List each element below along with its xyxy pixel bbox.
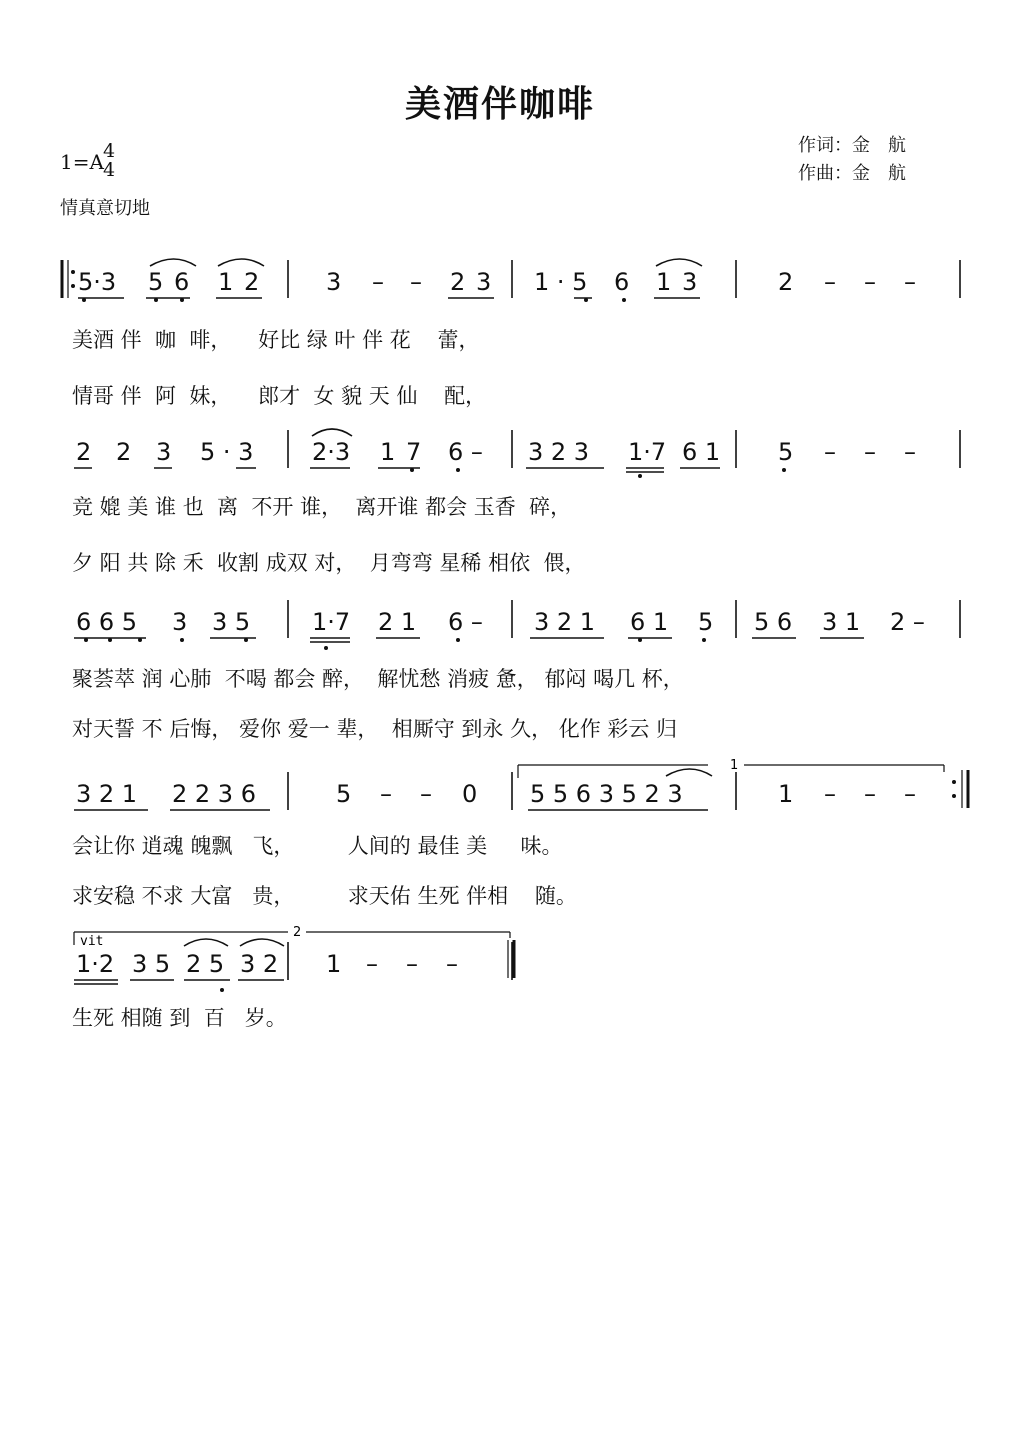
note-row1-11: 1 · 5 <box>534 268 588 296</box>
note-row4-3: 5 <box>336 780 352 808</box>
volta-2-label: 2 <box>293 925 302 940</box>
note-row4-6: 0 <box>462 780 478 808</box>
lyric-line-4a: 会让你 逍魂 魄飘 飞， 人间的 最佳 美 味。 <box>72 834 563 858</box>
note-row1-3: 6 <box>174 268 190 296</box>
note-row1-9: 2 <box>450 268 466 296</box>
note-row1-14: 3 <box>682 268 698 296</box>
repeat-end-dot-top <box>952 780 956 784</box>
note-row1-17: – <box>864 268 876 296</box>
low-dot-5 <box>584 298 588 302</box>
lyric-line-1b: 情哥 伴 阿 妹， 郎才 女 貌 天 仙 配， <box>72 384 487 408</box>
slur-5 <box>666 769 712 776</box>
note-row1-1: 5·3 <box>78 268 117 296</box>
low-dot-4 <box>622 298 626 302</box>
note-row3-6: 6 – <box>448 608 483 636</box>
note-row3-1: 6 6 5 <box>76 608 138 636</box>
slur-7 <box>240 939 284 946</box>
low-dot-11 <box>108 638 112 642</box>
note-row2-2: 2 <box>116 438 132 466</box>
slur-4 <box>312 429 352 436</box>
lyric-line-2a: 竞 媲 美 谁 也 离 不开 谁， 离开谁 都会 玉香 碎， <box>72 495 572 519</box>
note-row4-1: 3 2 1 <box>76 780 138 808</box>
low-dot-18 <box>702 638 706 642</box>
low-dot-19 <box>220 988 224 992</box>
low-dot-1 <box>82 298 86 302</box>
lyric-line-3a: 聚荟萃 润 心肺 不喝 都会 醉， 解忧愁 消疲 惫， 郁闷 喝几 杯， <box>72 667 684 691</box>
key-signature: 1=A <box>60 150 104 174</box>
note-row2-1: 2 <box>76 438 92 466</box>
composer: 作曲：金 航 <box>798 163 906 184</box>
note-row2-10: 1·7 <box>628 438 667 466</box>
note-row2-12: 5 <box>778 438 794 466</box>
note-row1-10: 3 <box>476 268 492 296</box>
volta-1-label: 1 <box>730 758 739 773</box>
note-row4-5: – <box>420 780 432 808</box>
note-row2-14: – <box>864 438 876 466</box>
note-row3-7: 3 2 1 <box>534 608 596 636</box>
note-row3-12: 2 – <box>890 608 925 636</box>
repeat-dot-bottom <box>71 284 75 288</box>
note-row4-11: – <box>904 780 916 808</box>
note-row3-3: 3 5 <box>212 608 251 636</box>
lyric-line-1a: 美酒 伴 咖 啡， 好比 绿 叶 伴 花 蕾， <box>72 328 480 352</box>
repeat-end-dot-bottom <box>952 794 956 798</box>
note-row1-5: 2 <box>244 268 260 296</box>
note-row5-1: 1·2 <box>76 950 115 978</box>
low-dot-16 <box>456 638 460 642</box>
note-row1-16: – <box>824 268 836 296</box>
lyric-line-2b: 夕 阳 共 除 禾 收割 成双 对， 月弯弯 星稀 相依 偎， <box>72 551 586 575</box>
note-row3-9: 5 <box>698 608 714 636</box>
slur-1 <box>150 259 196 266</box>
note-row4-9: – <box>824 780 836 808</box>
note-row2-8: 6 – <box>448 438 483 466</box>
note-row5-8: – <box>446 950 458 978</box>
note-row3-8: 6 1 <box>630 608 669 636</box>
low-dot-8 <box>782 468 786 472</box>
low-dot-13 <box>180 638 184 642</box>
low-dot-14 <box>244 638 248 642</box>
low-dot-3 <box>180 298 184 302</box>
note-row2-4: 5 · 3 <box>200 438 254 466</box>
vit-marking: vit <box>80 934 104 949</box>
repeat-dot-top <box>71 270 75 274</box>
note-row4-4: – <box>380 780 392 808</box>
note-row2-6: 1 <box>380 438 396 466</box>
note-row2-15: – <box>904 438 916 466</box>
note-row1-18: – <box>904 268 916 296</box>
slur-2 <box>218 259 264 266</box>
low-dot-15 <box>324 646 328 650</box>
note-row1-2: 5 <box>148 268 164 296</box>
low-dot-17 <box>638 638 642 642</box>
note-row3-11: 3 1 <box>822 608 861 636</box>
note-row5-2: 3 5 <box>132 950 171 978</box>
note-row3-10: 5 6 <box>754 608 793 636</box>
note-row4-2: 2 2 3 6 <box>172 780 256 808</box>
low-dot-10 <box>84 638 88 642</box>
slur-3 <box>656 259 702 266</box>
tempo-marking: 情真意切地 <box>60 198 150 219</box>
note-row4-7: 5 5 6 3 5 2 3 <box>530 780 683 808</box>
note-row1-8: – <box>410 268 422 296</box>
song-title: 美酒伴咖啡 <box>404 84 595 125</box>
note-row4-8: 1 <box>778 780 794 808</box>
note-row5-4: 3 2 <box>240 950 279 978</box>
note-row2-5: 2·3 <box>312 438 351 466</box>
note-row1-12: 6 <box>614 268 630 296</box>
note-row5-5: 1 <box>326 950 342 978</box>
lyric-line-3b: 对天誓 不 后悔， 爱你 爱一 辈， 相厮守 到永 久， 化作 彩云 归 <box>72 717 678 741</box>
low-dot-6 <box>456 468 460 472</box>
note-row1-6: 3 <box>326 268 342 296</box>
lyricist: 作词：金 航 <box>798 135 906 156</box>
note-row4-10: – <box>864 780 876 808</box>
slur-6 <box>184 939 228 946</box>
low-dot-9 <box>638 474 642 478</box>
time-top: 4 <box>102 140 116 162</box>
note-row1-15: 2 <box>778 268 794 296</box>
note-row2-3: 3 <box>156 438 172 466</box>
note-row1-4: 1 <box>218 268 234 296</box>
note-row1-13: 1 <box>656 268 672 296</box>
note-row2-7: 7 <box>406 438 422 466</box>
low-dot-12 <box>138 638 142 642</box>
note-row5-6: – <box>366 950 378 978</box>
low-dot-7 <box>410 468 414 472</box>
note-row2-11: 6 1 <box>682 438 721 466</box>
note-row2-13: – <box>824 438 836 466</box>
lyric-line-4b: 求安稳 不求 大富 贵， 求天佑 生死 伴相 随。 <box>72 884 577 908</box>
note-row3-5: 2 1 <box>378 608 417 636</box>
note-row5-3: 2 5 <box>186 950 225 978</box>
lyric-line-5a: 生死 相随 到 百 岁。 <box>72 1006 287 1030</box>
note-row3-2: 3 <box>172 608 188 636</box>
note-row5-7: – <box>406 950 418 978</box>
time-bottom: 4 <box>102 159 116 181</box>
note-row2-9: 3 2 3 <box>528 438 590 466</box>
note-row1-7: – <box>372 268 384 296</box>
note-row3-4: 1·7 <box>312 608 351 636</box>
low-dot-2 <box>154 298 158 302</box>
